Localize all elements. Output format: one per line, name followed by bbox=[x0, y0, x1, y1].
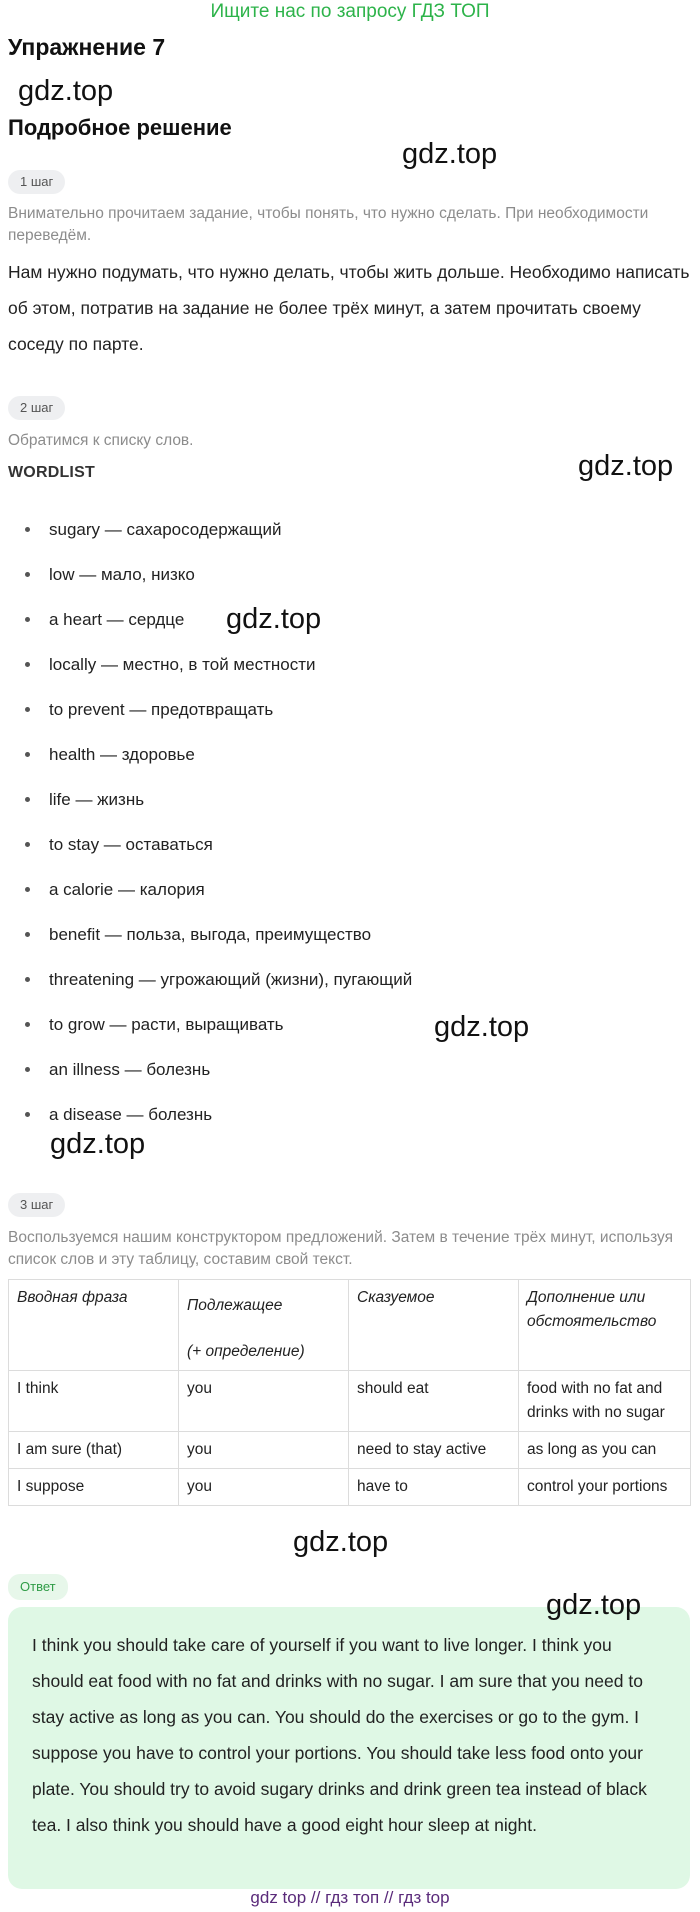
list-item bbox=[25, 912, 412, 957]
bullet-icon bbox=[25, 1067, 30, 1072]
word-entry: life — жизнь bbox=[49, 790, 145, 809]
bullet-icon bbox=[25, 617, 30, 622]
list-item bbox=[25, 687, 412, 732]
table-row bbox=[9, 1432, 691, 1469]
watermark: gdz.top bbox=[293, 1526, 389, 1558]
word-entry: to prevent — предотвращать bbox=[49, 700, 274, 719]
column-header bbox=[179, 1280, 349, 1371]
sentence-builder-table bbox=[8, 1279, 691, 1506]
table-cell: have to bbox=[349, 1469, 519, 1506]
answer-text: I think you should take care of yourself if you want to live longer. I think you should eat food with no fat and drinks with no sugar. I am sure that you need to stay active as long as you can. You should do the exercises or go to the gym. I suppose you have to control your portions. You should take less food onto your plate. You should try to avoid sugary drinks and drink green tea instead of black tea. I also think you should have a good eight hour sleep at night. bbox=[32, 1635, 647, 1835]
table-cell: I suppose bbox=[9, 1469, 179, 1506]
step-3-note: Воспользуемся нашим конструктором предложений. Затем в течение трёх минут, используя список слов и эту таблицу, составим свой текст. bbox=[8, 1229, 674, 1268]
watermark: gdz.top bbox=[434, 1011, 530, 1043]
word-entry: health — здоровье bbox=[49, 745, 195, 764]
table-cell: you bbox=[179, 1371, 349, 1432]
word-entry: benefit — польза, выгода, преимущество bbox=[49, 925, 372, 944]
list-item bbox=[25, 507, 412, 552]
watermark: gdz.top bbox=[402, 138, 498, 170]
word-entry: sugary — сахаросодержащий bbox=[49, 520, 282, 539]
list-item bbox=[25, 1047, 412, 1092]
table-row bbox=[9, 1371, 691, 1432]
bullet-icon bbox=[25, 887, 30, 892]
column-header: Дополнение или обстоятельство bbox=[519, 1280, 691, 1371]
column-header-line: (+ определение) bbox=[187, 1343, 305, 1360]
table-cell: I am sure (that) bbox=[9, 1432, 179, 1469]
step-3-badge: 3 шаг bbox=[8, 1193, 65, 1217]
list-item bbox=[25, 642, 412, 687]
column-header: Сказуемое bbox=[349, 1280, 519, 1371]
bullet-icon bbox=[25, 752, 30, 757]
table-header-row bbox=[9, 1280, 691, 1371]
wordlist-heading: WORDLIST bbox=[8, 464, 95, 481]
bullet-icon bbox=[25, 707, 30, 712]
bullet-icon bbox=[25, 797, 30, 802]
word-entry: locally — местно, в той местности bbox=[49, 655, 316, 674]
watermark: gdz.top bbox=[18, 75, 114, 107]
watermark: gdz.top bbox=[226, 603, 322, 635]
table-cell: you bbox=[179, 1469, 349, 1506]
table-cell: you bbox=[179, 1432, 349, 1469]
footer-links[interactable]: gdz top // гдз топ // гдз top bbox=[250, 1888, 450, 1907]
list-item bbox=[25, 867, 412, 912]
watermark: gdz.top bbox=[50, 1128, 146, 1160]
word-entry: to grow — расти, выращивать bbox=[49, 1015, 284, 1034]
list-item bbox=[25, 597, 412, 642]
word-entry: a disease — болезнь bbox=[49, 1105, 213, 1124]
bullet-icon bbox=[25, 932, 30, 937]
step-2-note: Обратимся к списку слов. bbox=[8, 432, 194, 449]
table-cell: should eat bbox=[349, 1371, 519, 1432]
bullet-icon bbox=[25, 572, 30, 577]
bullet-icon bbox=[25, 842, 30, 847]
bullet-icon bbox=[25, 1022, 30, 1027]
step-1-badge: 1 шаг bbox=[8, 170, 65, 194]
step-2-badge: 2 шаг bbox=[8, 396, 65, 420]
word-entry: a calorie — калория bbox=[49, 880, 205, 899]
answer-badge: Ответ bbox=[8, 1574, 68, 1600]
table-cell: I think bbox=[9, 1371, 179, 1432]
word-entry: a heart — сердце bbox=[49, 610, 185, 629]
step-1-note: Внимательно прочитаем задание, чтобы понять, что нужно сделать. При необходимости переведём. bbox=[8, 205, 649, 244]
table-cell: food with no fat and drinks with no sugar bbox=[519, 1371, 691, 1432]
list-item bbox=[25, 1002, 412, 1047]
word-list bbox=[25, 507, 412, 1137]
table-cell: need to stay active bbox=[349, 1432, 519, 1469]
bullet-icon bbox=[25, 662, 30, 667]
solution-title: Подробное решение bbox=[8, 115, 232, 140]
answer-box bbox=[8, 1607, 690, 1889]
list-item bbox=[25, 957, 412, 1002]
top-banner[interactable]: Ищите нас по запросу ГДЗ ТОП bbox=[210, 1, 490, 22]
column-header: Вводная фраза bbox=[9, 1280, 179, 1371]
bullet-icon bbox=[25, 977, 30, 982]
watermark: gdz.top bbox=[546, 1589, 642, 1621]
table-row bbox=[9, 1469, 691, 1506]
list-item bbox=[25, 552, 412, 597]
watermark: gdz.top bbox=[578, 450, 674, 482]
word-entry: to stay — оставаться bbox=[49, 835, 213, 854]
column-header-line: Подлежащее bbox=[187, 1297, 283, 1314]
bullet-icon bbox=[25, 1112, 30, 1117]
table-cell: as long as you can bbox=[519, 1432, 691, 1469]
list-item bbox=[25, 822, 412, 867]
list-item bbox=[25, 777, 412, 822]
bullet-icon bbox=[25, 527, 30, 532]
exercise-title: Упражнение 7 bbox=[8, 34, 166, 60]
list-item bbox=[25, 732, 412, 777]
word-entry: threatening — угрожающий (жизни), пугающий bbox=[49, 970, 413, 989]
table-cell: control your portions bbox=[519, 1469, 691, 1506]
step-1-text: Нам нужно подумать, что нужно делать, чтобы жить дольше. Необходимо написать об этом, потратив на задание не более трёх минут, а затем прочитать своему соседу по парте. bbox=[8, 262, 690, 354]
word-entry: low — мало, низко bbox=[49, 565, 195, 584]
word-entry: an illness — болезнь bbox=[49, 1060, 211, 1079]
